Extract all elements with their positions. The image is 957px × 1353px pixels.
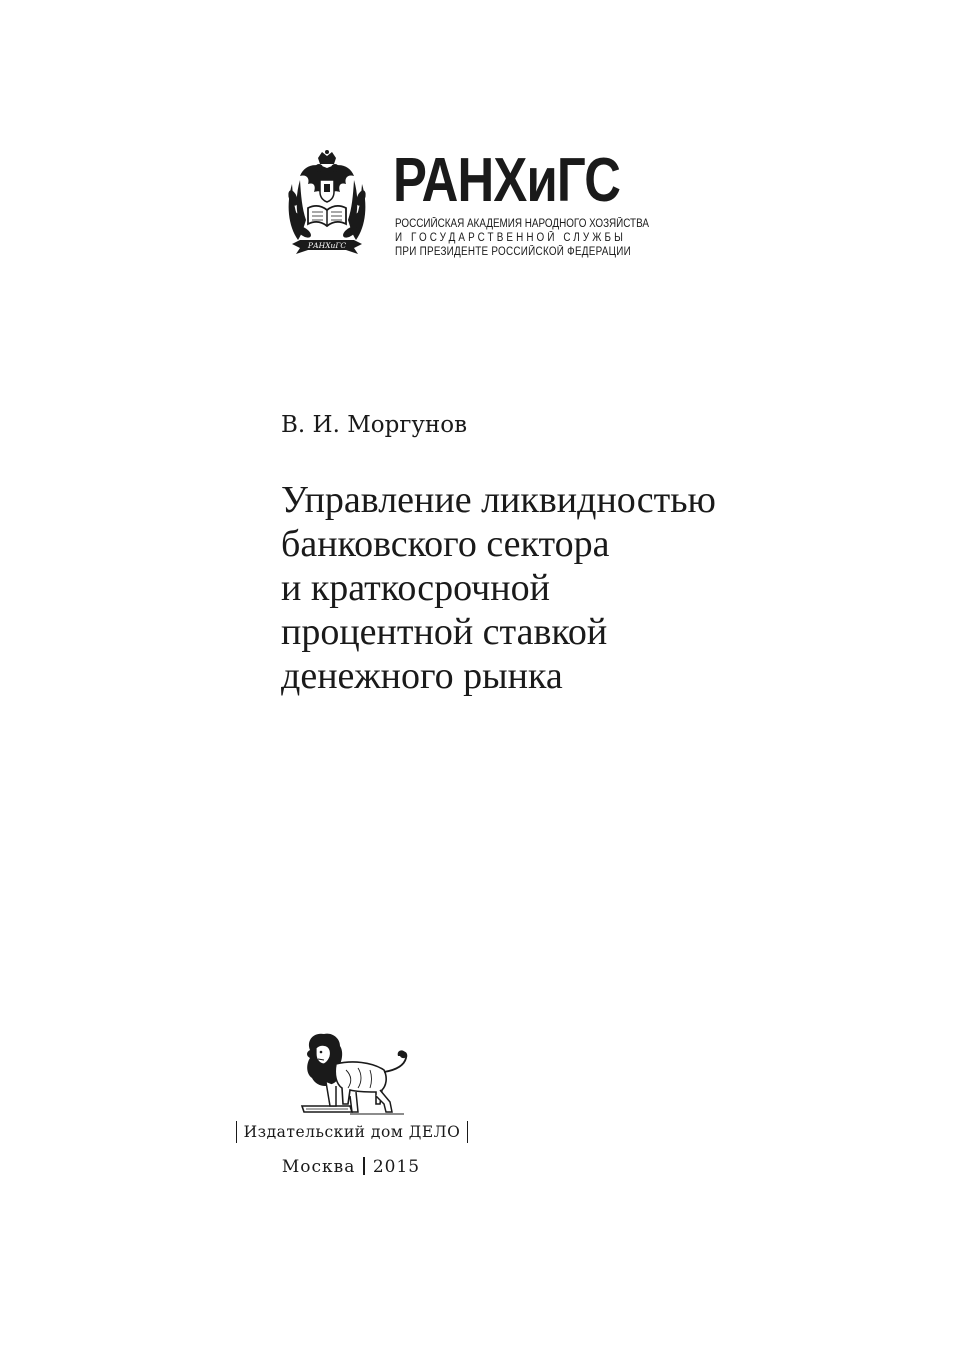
imprint-year: 2015 [372,1157,421,1177]
imprint-city: Москва [281,1157,356,1177]
book-title-line: и краткосрочной [281,567,550,609]
brand-subtitle-line-1: РОССИЙСКАЯ АКАДЕМИЯ НАРОДНОГО ХОЗЯЙСТВА [395,218,649,230]
imprint-separator [363,1157,365,1175]
book-author: В. И. Моргунов [281,412,468,438]
emblem-ribbon-text: РАНХиГС [307,241,347,250]
book-title-line: Управление ликвидностью [281,479,716,521]
brand-subtitle-line-2: И ГОСУДАРСТВЕННОЙ СЛУЖБЫ [395,232,626,244]
publisher-name: Издательский дом ДЕЛО [236,1121,468,1143]
book-title [281,478,716,698]
book-title-line: процентной ставкой [281,611,608,653]
imprint [236,1155,466,1179]
brand-name: РАНХиГС [393,146,621,215]
book-title-line: банковского сектора [281,523,610,565]
book-title-line: денежного рынка [281,655,563,697]
ranepa-emblem-icon [284,148,370,260]
lion-publisher-logo-icon [296,1030,412,1122]
brand-subtitle-line-3: ПРИ ПРЕЗИДЕНТЕ РОССИЙСКОЙ ФЕДЕРАЦИИ [395,246,631,258]
